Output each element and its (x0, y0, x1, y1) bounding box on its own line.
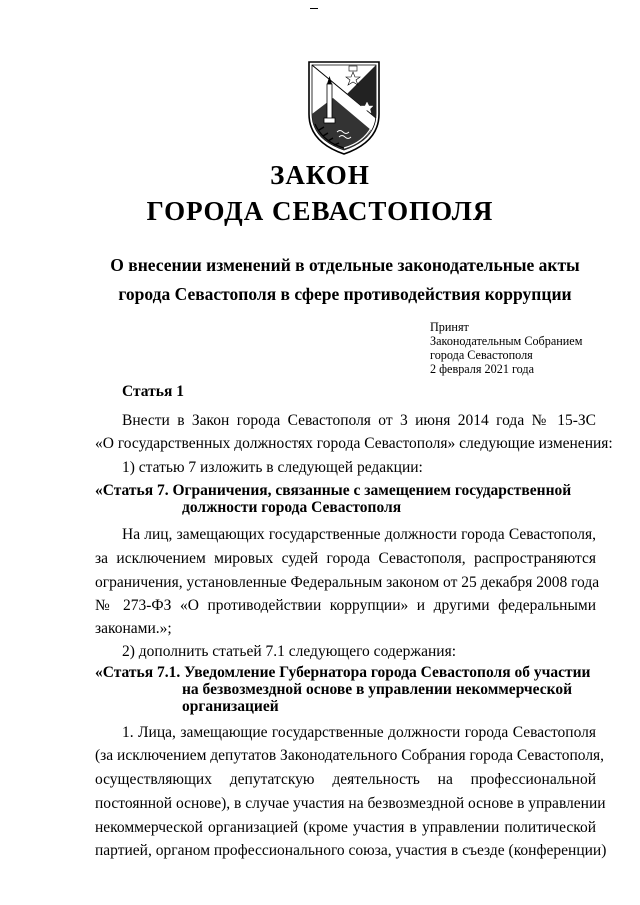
list-item-2: 2) дополнить статьей 7.1 следующего содержания: (122, 643, 456, 660)
text-line: Внести в Закон города Севастополя от 3 июня 2014 года № 15-ЗС (122, 412, 596, 429)
text-line: осуществляющих депутатскую деятельность на профессиональной (95, 771, 596, 788)
text-line: На лиц, замещающих государственные должности города Севастополя, (122, 526, 596, 543)
text-line: за исключением мировых судей города Севастополя, распространяются (95, 550, 596, 567)
text-line: 1. Лица, замещающие государственные должности города Севастополя (122, 724, 596, 741)
text-line: постоянной основе), в случае участия на безвозмездной основе в управлении (95, 795, 606, 812)
adoption-note-line: города Севастополя (430, 348, 533, 362)
text-line: № 273-ФЗ «О противодействии коррупции» и другими федеральными (95, 597, 596, 614)
adoption-note (430, 320, 582, 376)
law-title: ЗАКОН (270, 160, 370, 190)
adoption-note-line: Принят (430, 320, 469, 334)
text-line: ограничения, установленные Федеральным законом от 25 декабря 2008 года (95, 574, 600, 591)
text-line: некоммерческой организацией (кроме участия в управлении политической (95, 819, 596, 836)
adoption-note-line: Законодательным Собранием (430, 334, 583, 348)
article-7-heading: «Статья 7. Ограничения, связанные с замещением государственной (95, 482, 572, 499)
list-item-1: 1) статью 7 изложить в следующей редакции: (122, 459, 423, 476)
article-7-1-heading-cont: на безвозмездной основе в управлении некоммерческой (182, 681, 573, 698)
top-dash-mark (310, 8, 318, 9)
article-7-heading-cont: должности города Севастополя (182, 499, 402, 516)
text-line: законами.»; (95, 620, 172, 637)
text-line: партией, органом профессионального союза, участия в съезде (конференции) (95, 842, 607, 859)
law-subtitle-line1: О внесении изменений в отдельные законодательные акты (110, 255, 580, 275)
text-line: (за исключением депутатов Законодательного Собрания города Севастополя, (95, 747, 605, 764)
adoption-date: 2 февраля 2021 года (430, 362, 535, 376)
law-title-city: ГОРОДА СЕВАСТОПОЛЯ (146, 196, 494, 226)
sevastopol-coat-of-arms-emblem (303, 58, 385, 156)
article-7-1-heading-cont: организацией (182, 698, 279, 715)
text-line: «О государственных должностях города Севастополя» следующие изменения: (95, 435, 613, 452)
article-1-heading: Статья 1 (122, 383, 184, 400)
article-7-1-heading: «Статья 7.1. Уведомление Губернатора города Севастополя об участии (95, 664, 591, 681)
law-subtitle-line2: города Севастополя в сфере противодействия коррупции (118, 284, 572, 304)
